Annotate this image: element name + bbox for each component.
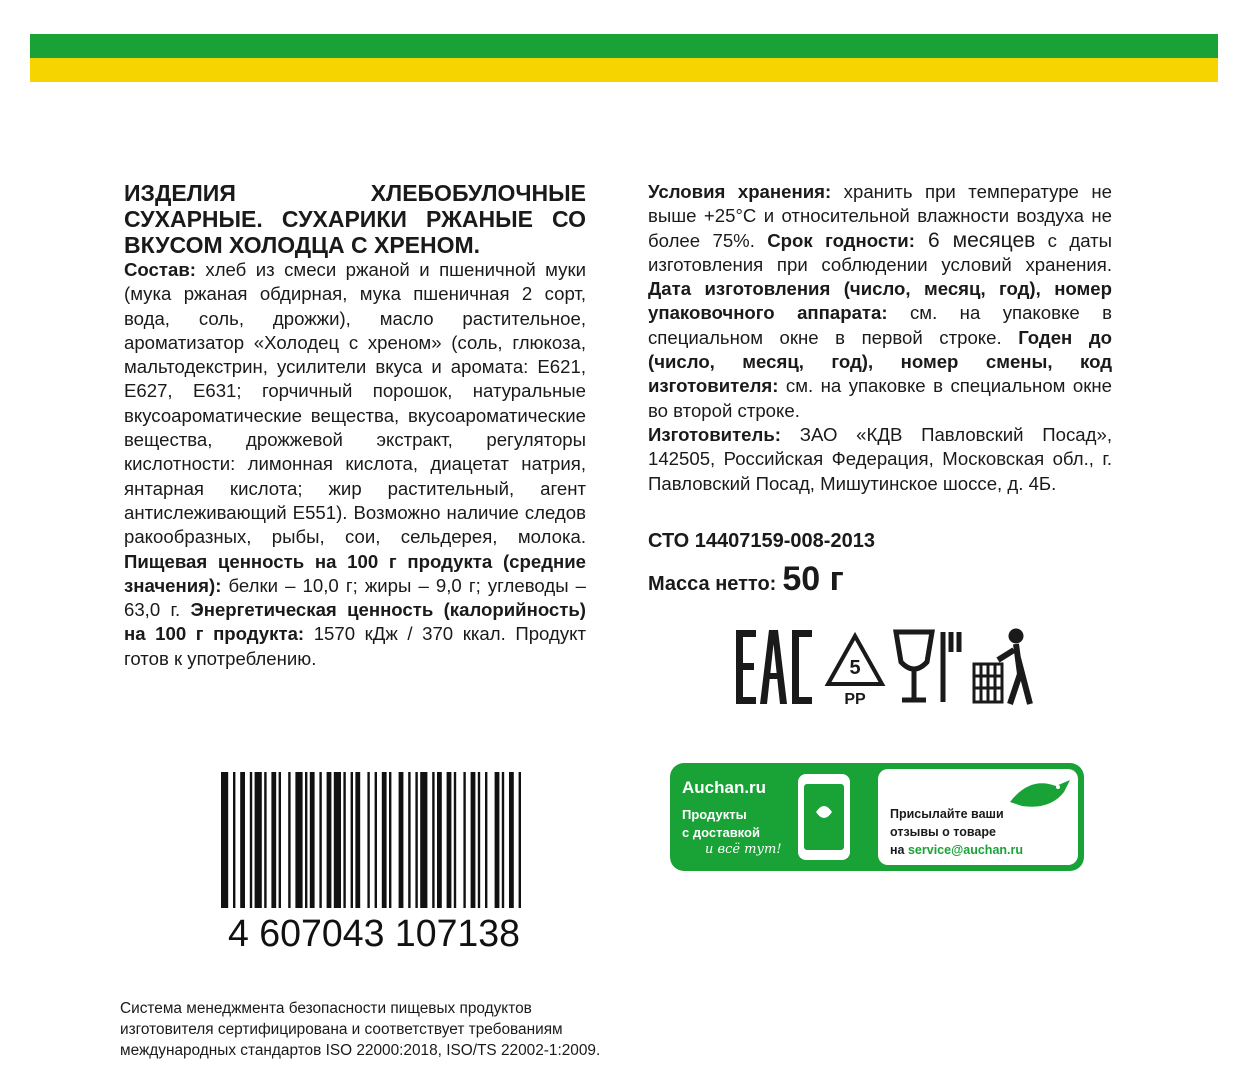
recycle-number: 5 xyxy=(849,657,861,679)
food-contact-icon xyxy=(896,632,959,702)
composition-paragraph xyxy=(124,258,586,671)
barcode-bar xyxy=(454,772,456,908)
standard-code: СТО 14407159-008-2013 xyxy=(648,530,875,552)
recycle-code: PP xyxy=(844,691,866,708)
review-line1: Присылайте ваши xyxy=(890,807,1004,821)
barcode-bar xyxy=(420,772,427,908)
barcode-bar xyxy=(250,772,252,908)
best-before-text: см. на упаковке в специальном окне во второй строке. xyxy=(648,375,1112,421)
barcode-bar xyxy=(355,772,360,908)
shelf-life-value: 6 месяцев xyxy=(914,228,1036,252)
manufacturer-label: Изготовитель: xyxy=(648,423,781,445)
barcode xyxy=(219,772,529,950)
shelf-life-label: Срок годности: xyxy=(767,229,915,251)
barcode-bar xyxy=(351,772,353,908)
bird-logo-icon xyxy=(1000,772,1074,814)
barcode-bar xyxy=(367,772,369,908)
barcode-bar xyxy=(509,772,514,908)
eac-mark-icon xyxy=(736,630,812,704)
trash-bin-icon xyxy=(974,630,1030,704)
manufacture-date-text: см. на упаковке в специальном окне в первой строке. xyxy=(648,302,1112,348)
barcode-bar xyxy=(447,772,452,908)
top-green-stripe xyxy=(30,34,1218,58)
left-column xyxy=(124,180,586,671)
barcode-bar xyxy=(471,772,476,908)
certification-text: Система менеджмента безопасности пищевых продуктов изготовителя сертифицирована и соответствует требованиям международных стандартов ISO 22000:2018, ISO/TS 22002-1:2009. xyxy=(120,1000,601,1059)
barcode-bar xyxy=(240,772,245,908)
review-line3 xyxy=(890,843,1023,857)
promo-line3: и всё тут! xyxy=(705,842,782,857)
barcode-bar xyxy=(288,772,290,908)
net-weight-value: 50 г xyxy=(782,560,844,598)
barcode-bar xyxy=(271,772,276,908)
storage-label: Условия хранения: xyxy=(648,181,832,202)
barcode-bar xyxy=(264,772,266,908)
barcode-bar xyxy=(432,772,434,908)
energy-label: Энергетическая ценность (калорийность) на 100 г продукта: xyxy=(124,599,587,645)
best-before-label: Годен до (число, месяц, год), номер смены, код изготовителя: xyxy=(648,326,1112,397)
barcode-bar xyxy=(221,772,228,908)
barcode-bar xyxy=(310,772,315,908)
barcode-bar xyxy=(502,772,504,908)
manufacture-date-label: Дата изготовления (число, месяц, год), номер упаковочного аппарата: xyxy=(648,278,1112,324)
barcode-bar xyxy=(519,772,521,908)
barcode-bar xyxy=(408,772,410,908)
barcode-digits: 4 607043 107138 xyxy=(228,913,520,950)
barcode-bar xyxy=(279,772,281,908)
barcode-bars xyxy=(221,772,521,908)
storage-text: хранить при температуре не выше +25°С и относительной влажности воздуха не более 75%. xyxy=(648,181,1113,251)
promo-line1: Продукты xyxy=(682,807,747,822)
promo-line2: с доставкой xyxy=(682,825,760,840)
barcode-bar xyxy=(343,772,345,908)
barcode-bar xyxy=(382,772,387,908)
barcode-bar xyxy=(399,772,404,908)
barcode-bar xyxy=(415,772,417,908)
composition-label: Состав: xyxy=(124,259,196,280)
barcode-bar xyxy=(305,772,307,908)
barcode-bar xyxy=(478,772,480,908)
manufacturer-paragraph xyxy=(648,423,1112,496)
review-email: service@auchan.ru xyxy=(907,843,1024,857)
barcode-bar xyxy=(255,772,262,908)
smartphone-icon xyxy=(790,772,860,864)
barcode-bar xyxy=(437,772,442,908)
net-weight-label: Масса нетто: xyxy=(648,573,777,595)
barcode-bar xyxy=(485,772,487,908)
nutrition-label: Пищевая ценность на 100 г продукта (средние значения): xyxy=(124,550,586,596)
storage-paragraph xyxy=(648,180,1112,423)
barcode-bar xyxy=(375,772,377,908)
manufacturer-text: ЗАО «КДВ Павловский Посад», 142505, Российская Федерация, Московская обл., г. Павловский Посад, Мишутинское шоссе, д. 4Б. xyxy=(648,423,1112,494)
energy-text: 1570 кДж / 370 ккал. Продукт готов к употреблению. xyxy=(124,623,586,669)
certification-icons xyxy=(736,628,1036,708)
barcode-bar xyxy=(327,772,332,908)
shelf-life-text: с даты изготовления при соблюдении условий хранения. xyxy=(648,229,1113,275)
composition-text: хлеб из смеси ржаной и пшеничной муки (мука ржаная обдирная, мука пшеничная 2 сорт, вода, соль, дрожжи), масло растительное, ароматизатор «Холодец с хреном» (соль, глюкоза, мальтодекстрин, усилители вкуса и аромата: Е621, Е627, Е631; горчичный порошок, натуральные вкусоароматические вещества, вкусоароматические вещества, дрожжевой экстракт, регуляторы кислотности: лимонная кислота, диацетат натрия, янтарная кислота; жир растительный, агент антислеживающий Е551). Возможно наличие следов ракообразных, рыбы, сои, сельдерея, молока. xyxy=(124,259,586,548)
review-line2: отзывы о товаре xyxy=(890,825,996,839)
barcode-bar xyxy=(463,772,465,908)
nutrition-text: белки – 10,0 г; жиры – 9,0 г; углеводы – 63,0 г. xyxy=(124,574,586,621)
barcode-bar xyxy=(233,772,235,908)
product-title: ИЗДЕЛИЯ ХЛЕБОБУЛОЧНЫЕ СУХАРНЫЕ. СУХАРИКИ РЖАНЫЕ СО ВКУСОМ ХОЛОДЦА С ХРЕНОМ. xyxy=(124,180,586,258)
net-weight xyxy=(648,560,844,599)
review-prefix: на xyxy=(890,843,908,857)
barcode-bar xyxy=(334,772,341,908)
barcode-bar xyxy=(389,772,391,908)
right-column xyxy=(648,180,1112,496)
barcode-bar xyxy=(295,772,302,908)
barcode-bar xyxy=(319,772,321,908)
auchan-site: Auchan.ru xyxy=(682,778,767,797)
barcode-bar xyxy=(495,772,500,908)
top-yellow-stripe xyxy=(30,58,1218,82)
